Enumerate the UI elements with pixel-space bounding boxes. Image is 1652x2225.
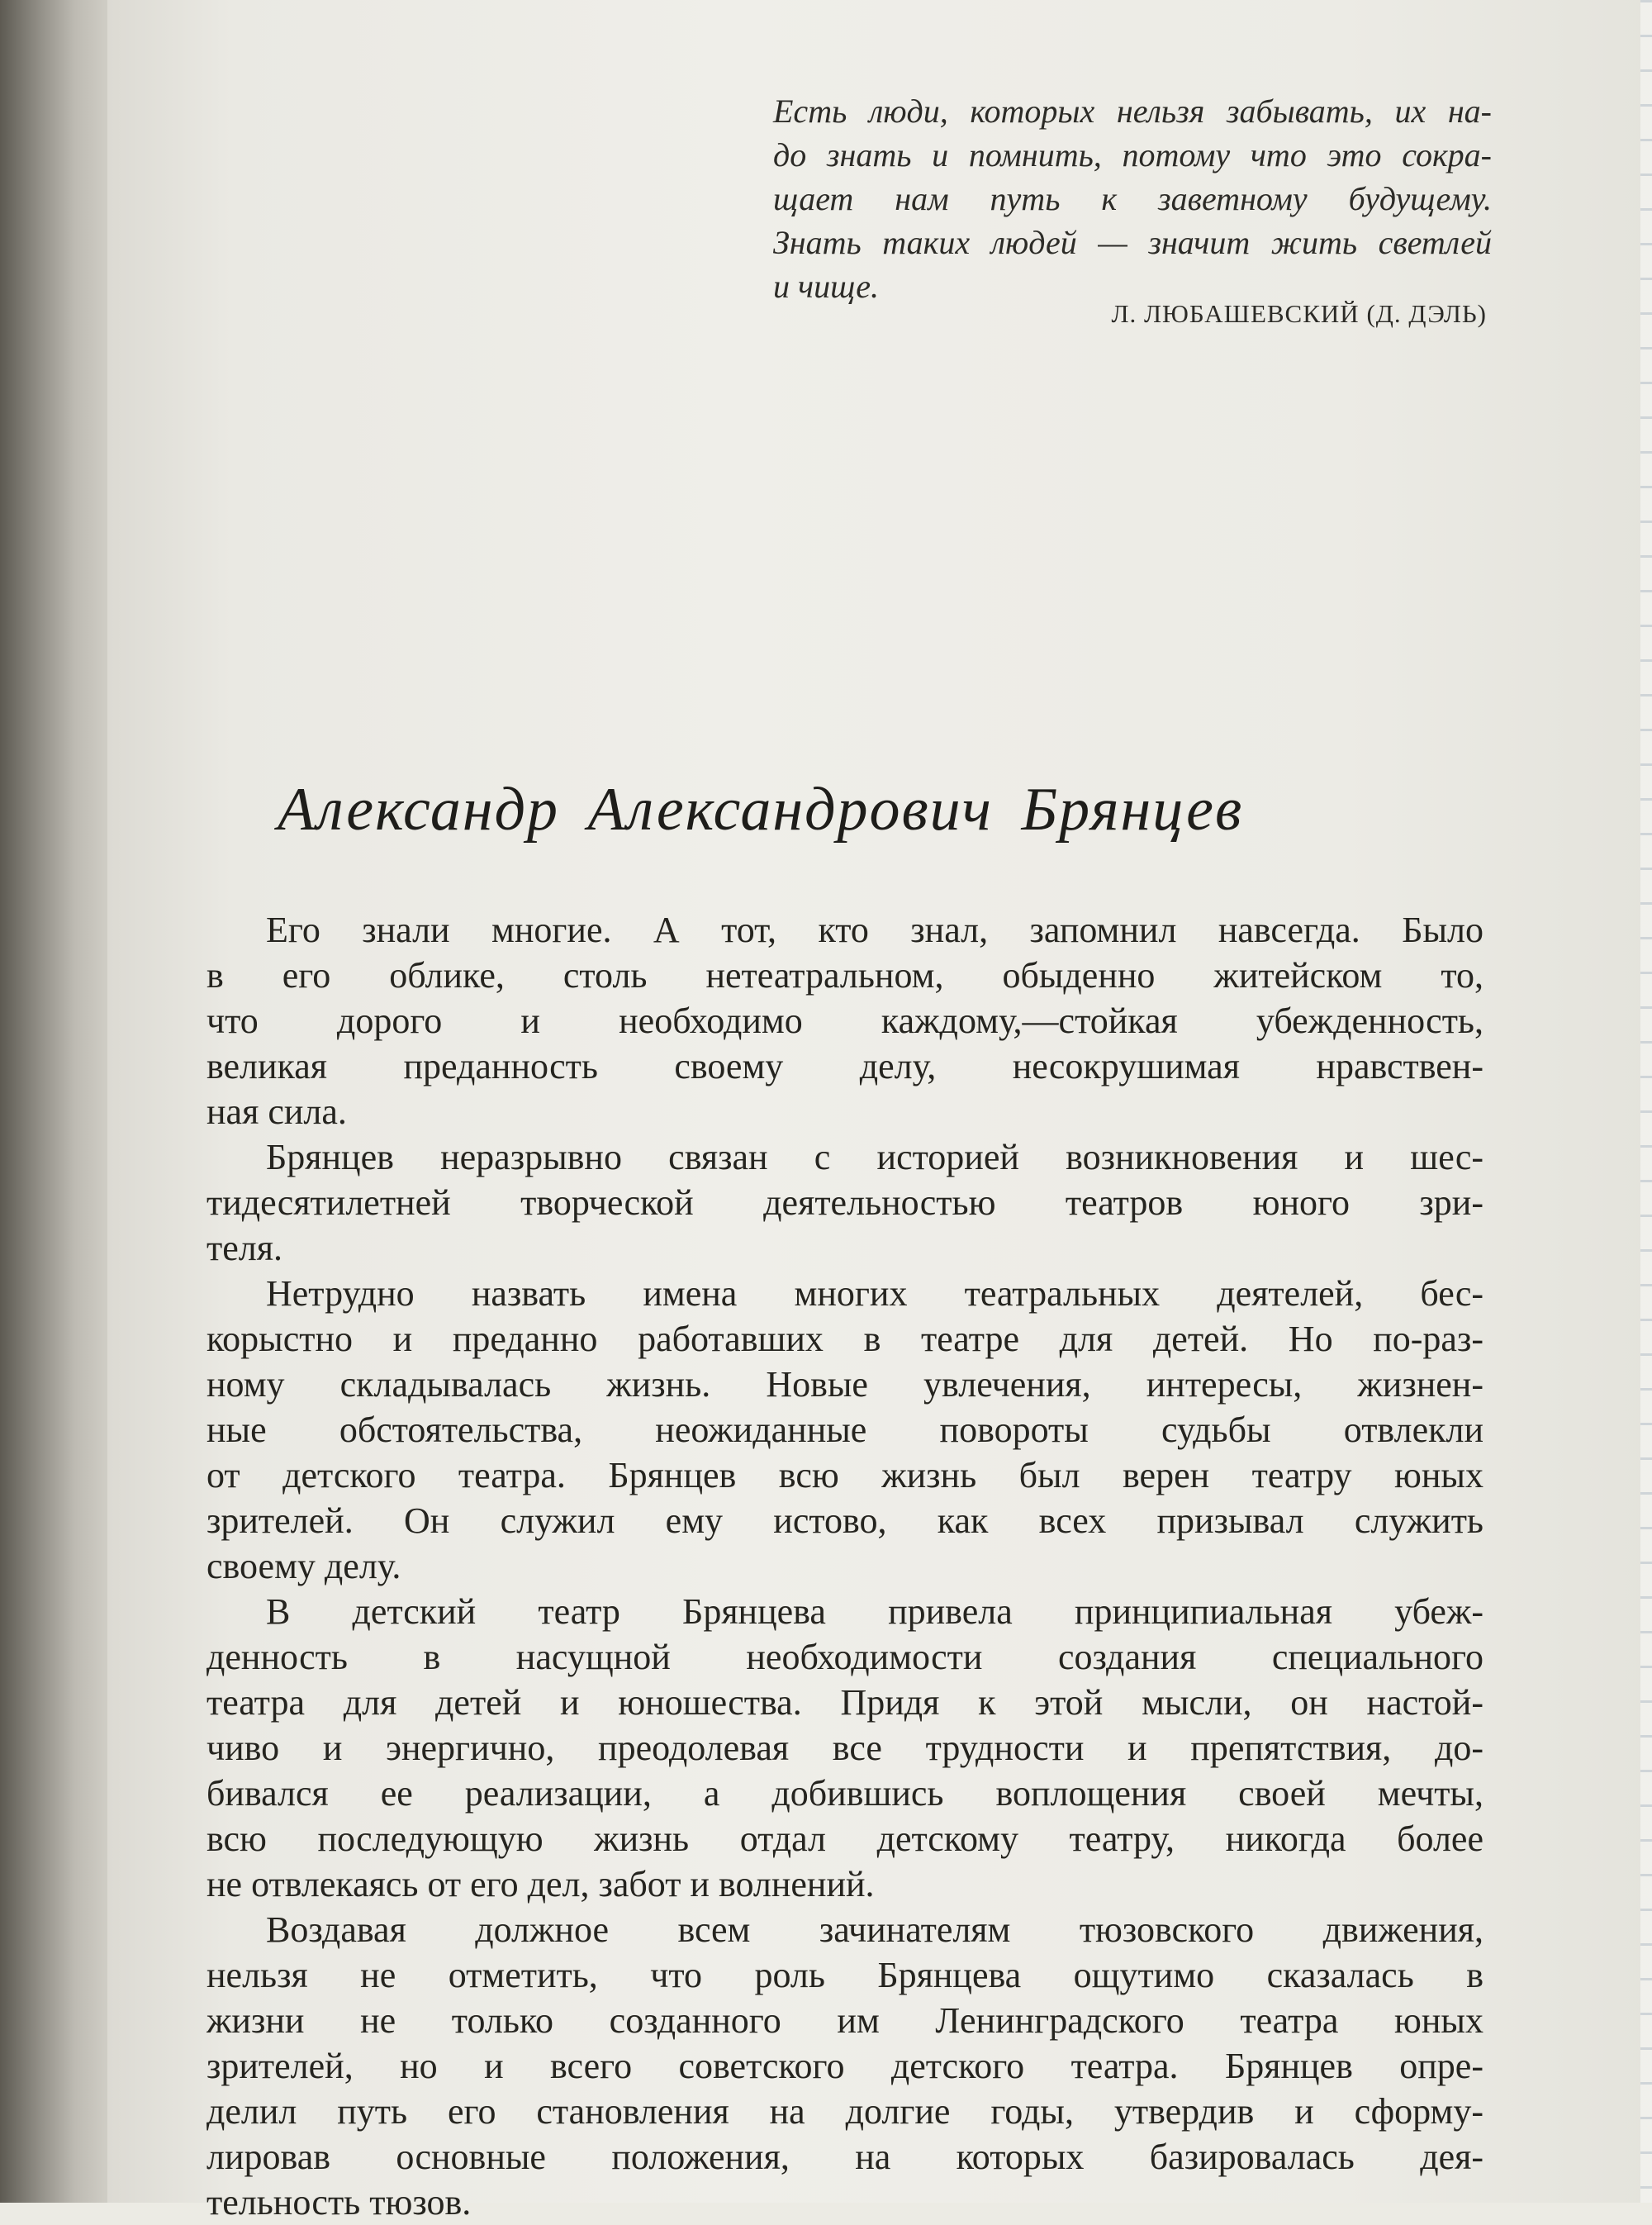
text-line: нельзя не отметить, что роль Брянцева ощутимо сказалась в	[206, 1955, 1483, 1995]
text-line: тельность тюзов.	[206, 2182, 472, 2223]
text-line: денность в насущной необходимости создания специального	[206, 1637, 1483, 1677]
text-line: всю последующую жизнь отдал детскому театру, никогда более	[206, 1819, 1483, 1859]
text-line: от детского театра. Брянцев всю жизнь был верен театру юных	[206, 1455, 1483, 1495]
chapter-title: Александр Александрович Брянцев	[278, 776, 1244, 844]
epigraph-line: и чище.	[773, 268, 880, 305]
epigraph-line: до знать и помнить, потому что это сокра-	[773, 136, 1492, 174]
text-line: зрителей, но и всего советского детского театра. Брянцев опре-	[206, 2046, 1483, 2086]
epigraph-line: щает нам путь к заветному будущему.	[773, 180, 1492, 217]
text-line: театра для детей и юношества. Придя к этой мысли, он настой-	[206, 1682, 1483, 1723]
text-line: в его облике, столь нетеатральном, обыденно житейском то,	[206, 955, 1483, 996]
text-line: что дорого и необходимо каждому,—стойкая убежденность,	[206, 1001, 1483, 1041]
text-line: теля.	[206, 1228, 282, 1268]
text-line: ному складывалась жизнь. Новые увлечения, интересы, жизнен-	[206, 1364, 1483, 1405]
epigraph-line: Знать таких людей — значит жить светлей	[773, 224, 1492, 261]
text-line: чиво и энергично, преодолевая все трудности и препятствия, до-	[206, 1728, 1483, 1768]
text-line: корыстно и преданно работавших в театре для детей. Но по-раз-	[206, 1319, 1483, 1359]
body-text	[206, 907, 1483, 2225]
text-line: бивался ее реализации, а добившись воплощения своей мечты,	[206, 1773, 1483, 1814]
text-line: не отвлекаясь от его дел, забот и волнений.	[206, 1864, 875, 1904]
text-line: Его знали многие. А тот, кто знал, запомнил навсегда. Было	[266, 910, 1483, 950]
text-line: жизни не только созданного им Ленинградского театра юных	[206, 2000, 1483, 2041]
text-line: В детский театр Брянцева привела принципиальная убеж-	[266, 1591, 1483, 1632]
next-page-edge	[1640, 0, 1652, 2203]
text-line: ные обстоятельства, неожиданные повороты судьбы отвлекли	[206, 1410, 1483, 1450]
epigraph-attribution: Л. ЛЮБАШЕВСКИЙ (Д. ДЭЛЬ)	[1111, 299, 1487, 328]
text-line: великая преданность своему делу, несокрушимая нравствен-	[206, 1046, 1483, 1086]
text-line: зрителей. Он служил ему истово, как всех призывал служить	[206, 1500, 1483, 1541]
text-line: делил путь его становления на долгие годы, утвердив и сформу-	[206, 2091, 1483, 2132]
epigraph-line: Есть люди, которых нельзя забывать, их на-	[773, 93, 1492, 130]
text-line: Воздавая должное всем зачинателям тюзовского движения,	[266, 1909, 1483, 1950]
book-spine	[0, 0, 124, 2203]
text-line: лировав основные положения, на которых базировалась дея-	[206, 2137, 1483, 2177]
text-line: своему делу.	[206, 1546, 401, 1586]
text-line: Брянцев неразрывно связан с историей возникновения и шес-	[266, 1137, 1483, 1177]
epigraph	[773, 89, 1492, 308]
text-line: Нетрудно назвать имена многих театральных деятелей, бес-	[266, 1273, 1483, 1314]
text-line: ная сила.	[206, 1091, 347, 1132]
text-line: тидесятилетней творческой деятельностью театров юного зри-	[206, 1182, 1483, 1223]
